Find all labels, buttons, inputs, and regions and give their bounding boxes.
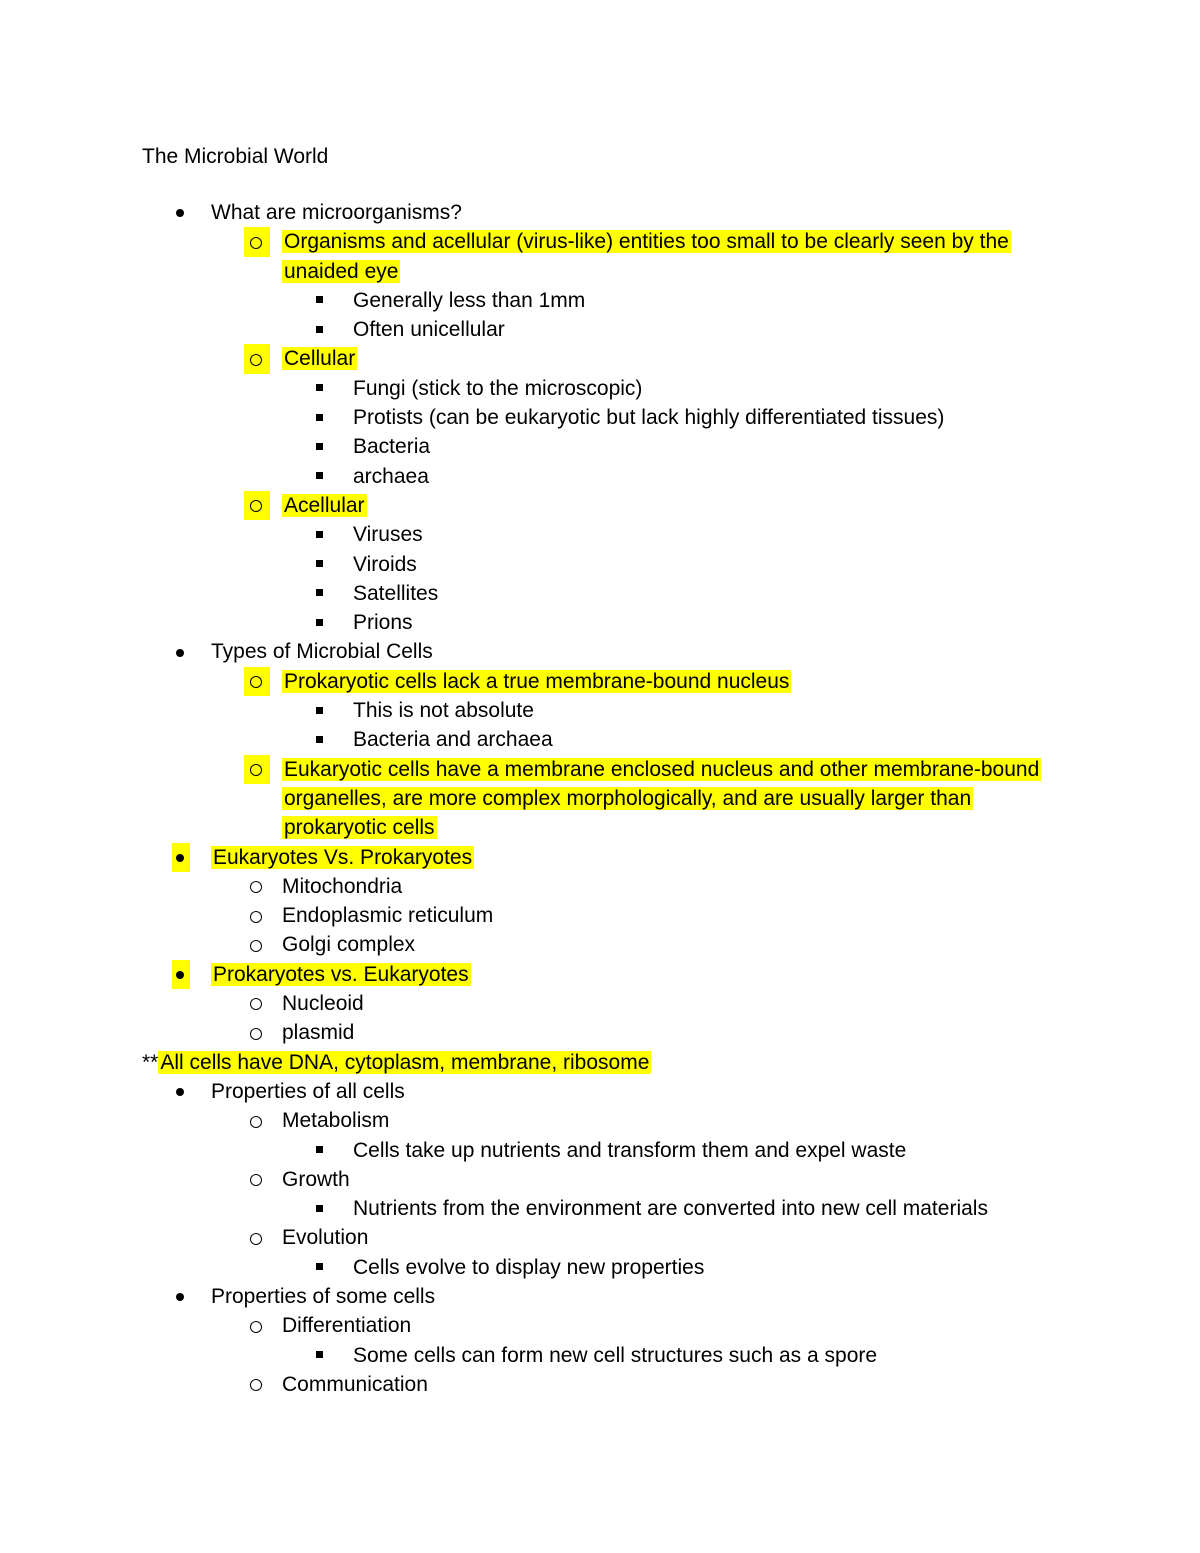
circle-bullet-icon	[244, 1311, 270, 1340]
bullet-icon	[172, 1077, 190, 1106]
highlighted-text: Prokaryotes vs. Eukaryotes	[213, 962, 469, 986]
circle-bullet-icon	[244, 344, 270, 373]
highlighted-text: Prokaryotic cells lack a true membrane-bound nucleus	[284, 669, 790, 693]
circle-bullet-icon	[244, 1370, 270, 1399]
bullet-icon	[172, 637, 190, 666]
list-item: Growth	[0, 1165, 1200, 1194]
asterisk-prefix: **	[142, 1050, 159, 1074]
circle-bullet-icon	[244, 491, 270, 520]
highlighted-text: All cells have DNA, cytoplasm, membrane, ribosome	[160, 1050, 650, 1074]
highlighted-text: Acellular	[284, 493, 365, 517]
list-item	[0, 960, 1200, 989]
list-item: Mitochondria	[0, 872, 1200, 901]
list-item	[0, 227, 1200, 286]
circle-bullet-icon	[244, 755, 270, 784]
circle-bullet-icon	[244, 930, 270, 959]
list-item: Often unicellular	[0, 315, 1200, 344]
circle-bullet-icon	[244, 901, 270, 930]
bullet-icon	[172, 960, 190, 989]
list-item: Golgi complex	[0, 930, 1200, 959]
list-item: Bacteria and archaea	[0, 725, 1200, 754]
square-bullet-icon	[316, 579, 323, 608]
list-item: Nucleoid	[0, 989, 1200, 1018]
list-item: Cells take up nutrients and transform them and expel waste	[0, 1136, 1200, 1165]
square-bullet-icon	[316, 608, 323, 637]
square-bullet-icon	[316, 696, 323, 725]
square-bullet-icon	[316, 286, 323, 315]
list-item	[0, 667, 1200, 696]
list-item: Generally less than 1mm	[0, 286, 1200, 315]
highlighted-text: Cellular	[284, 347, 356, 371]
list-item: Viroids	[0, 550, 1200, 579]
notes-outline	[0, 198, 1200, 1399]
list-item: Metabolism	[0, 1106, 1200, 1135]
square-bullet-icon	[316, 550, 323, 579]
square-bullet-icon	[316, 315, 323, 344]
list-item	[0, 1048, 1200, 1077]
list-item: Properties of some cells	[0, 1282, 1200, 1311]
list-item: Bacteria	[0, 432, 1200, 461]
list-item: This is not absolute	[0, 696, 1200, 725]
list-item: Viruses	[0, 520, 1200, 549]
list-item: archaea	[0, 462, 1200, 491]
list-item: Nutrients from the environment are converted into new cell materials	[0, 1194, 1200, 1223]
circle-bullet-icon	[244, 1018, 270, 1047]
list-item: plasmid	[0, 1018, 1200, 1047]
highlighted-text: Eukaryotic cells have a membrane enclosed nucleus and other membrane-bound organelles, are more complex morphologically, and are usually larger than prokaryotic cells	[284, 757, 1040, 840]
list-item: Properties of all cells	[0, 1077, 1200, 1106]
list-item: Endoplasmic reticulum	[0, 901, 1200, 930]
list-item	[0, 344, 1200, 373]
square-bullet-icon	[316, 1253, 323, 1282]
list-item: Communication	[0, 1370, 1200, 1399]
highlighted-text: Organisms and acellular (virus-like) entities too small to be clearly seen by the unaided eye	[284, 230, 1009, 283]
circle-bullet-icon	[244, 227, 270, 256]
square-bullet-icon	[316, 1136, 323, 1165]
square-bullet-icon	[316, 403, 323, 432]
list-item	[0, 755, 1200, 843]
square-bullet-icon	[316, 725, 323, 754]
square-bullet-icon	[316, 432, 323, 461]
circle-bullet-icon	[244, 1106, 270, 1135]
circle-bullet-icon	[244, 667, 270, 696]
list-item: Some cells can form new cell structures such as a spore	[0, 1341, 1200, 1370]
square-bullet-icon	[316, 1194, 323, 1223]
list-item: Differentiation	[0, 1311, 1200, 1340]
circle-bullet-icon	[244, 1165, 270, 1194]
bullet-icon	[172, 1282, 190, 1311]
circle-bullet-icon	[244, 989, 270, 1018]
highlighted-text: Eukaryotes Vs. Prokaryotes	[213, 845, 473, 869]
list-item: What are microorganisms?	[0, 198, 1200, 227]
list-item: Types of Microbial Cells	[0, 637, 1200, 666]
list-item: Satellites	[0, 579, 1200, 608]
square-bullet-icon	[316, 520, 323, 549]
list-item: Evolution	[0, 1223, 1200, 1252]
list-item: Protists (can be eukaryotic but lack highly differentiated tissues)	[0, 403, 1200, 432]
list-item: Prions	[0, 608, 1200, 637]
circle-bullet-icon	[244, 872, 270, 901]
circle-bullet-icon	[244, 1223, 270, 1252]
list-item: Cells evolve to display new properties	[0, 1253, 1200, 1282]
list-item	[0, 491, 1200, 520]
bullet-icon	[172, 843, 190, 872]
square-bullet-icon	[316, 462, 323, 491]
list-item	[0, 843, 1200, 872]
document-title: The Microbial World	[142, 145, 329, 168]
square-bullet-icon	[316, 1341, 323, 1370]
square-bullet-icon	[316, 374, 323, 403]
bullet-icon	[172, 198, 190, 227]
list-item: Fungi (stick to the microscopic)	[0, 374, 1200, 403]
